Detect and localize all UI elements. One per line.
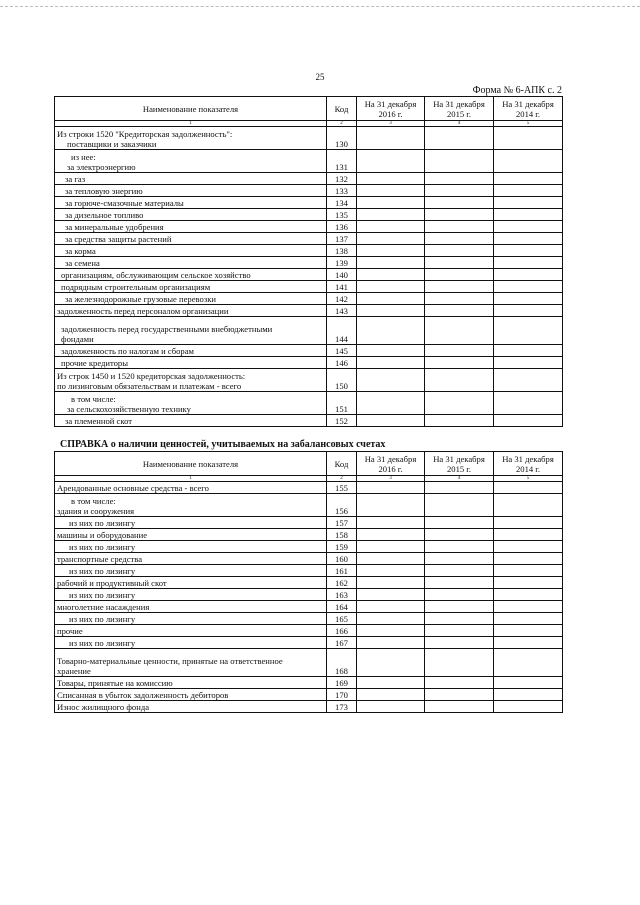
cell-2014 xyxy=(494,529,563,541)
table-row xyxy=(55,257,563,269)
row-label: за минеральные удобрения xyxy=(55,221,327,233)
row-label: из них по лизингу xyxy=(55,589,327,601)
row-code: 152 xyxy=(327,415,357,427)
row-label-line2: поставщики и заказчики xyxy=(67,139,157,149)
cell-2014 xyxy=(494,494,563,517)
cell-2016 xyxy=(357,257,425,269)
cell-2015 xyxy=(425,281,494,293)
table-row xyxy=(55,185,563,197)
row-code: 167 xyxy=(327,637,357,649)
scan-top-edge xyxy=(0,6,640,7)
table-row xyxy=(55,649,563,677)
row-label: организациям, обслуживающим сельское хозяйство xyxy=(55,269,327,281)
table-row xyxy=(55,305,563,317)
column-header-2016: На 31 декабря 2016 г. xyxy=(357,97,425,121)
table-row xyxy=(55,689,563,701)
cell-2014 xyxy=(494,613,563,625)
row-code: 157 xyxy=(327,517,357,529)
row-label: прочие xyxy=(55,625,327,637)
column-number: 1 xyxy=(55,121,327,127)
cell-2015 xyxy=(425,494,494,517)
row-code: 141 xyxy=(327,281,357,293)
cell-2015 xyxy=(425,613,494,625)
row-label: из них по лизингу xyxy=(55,517,327,529)
row-label: из них по лизингу xyxy=(55,565,327,577)
row-label: за железнодорожные грузовые перевозки xyxy=(55,293,327,305)
row-label: Товары, принятые на комиссию xyxy=(55,677,327,689)
row-label: рабочий и продуктивный скот xyxy=(55,577,327,589)
row-code: 162 xyxy=(327,577,357,589)
cell-2016 xyxy=(357,197,425,209)
row-label: транспортные средства xyxy=(55,553,327,565)
row-code: 130 xyxy=(327,127,357,150)
cell-2014 xyxy=(494,553,563,565)
table-header-row xyxy=(55,452,563,476)
row-label-line1: задолженность перед государственными внебюджетными xyxy=(61,324,273,334)
row-code: 170 xyxy=(327,689,357,701)
cell-2015 xyxy=(425,127,494,150)
cell-2014 xyxy=(494,221,563,233)
column-number: 5 xyxy=(494,476,563,482)
table-row xyxy=(55,565,563,577)
row-code: 159 xyxy=(327,541,357,553)
row-label: за семена xyxy=(55,257,327,269)
column-number: 2 xyxy=(327,476,357,482)
cell-2016 xyxy=(357,185,425,197)
row-label: Износ жилищного фонда xyxy=(55,701,327,713)
cell-2015 xyxy=(425,415,494,427)
table-row xyxy=(55,553,563,565)
row-code: 142 xyxy=(327,293,357,305)
column-number: 1 xyxy=(55,476,327,482)
row-label-line1: Из строки 1520 "Кредиторская задолженность": xyxy=(57,129,233,139)
cell-2015 xyxy=(425,689,494,701)
cell-2016 xyxy=(357,613,425,625)
column-header-2015: На 31 декабря 2015 г. xyxy=(425,452,494,476)
cell-2015 xyxy=(425,221,494,233)
cell-2015 xyxy=(425,625,494,637)
cell-2015 xyxy=(425,541,494,553)
column-header-code: Код xyxy=(327,97,357,121)
table-row xyxy=(55,637,563,649)
table-row xyxy=(55,150,563,173)
cell-2015 xyxy=(425,553,494,565)
cell-2015 xyxy=(425,257,494,269)
cell-2014 xyxy=(494,649,563,677)
cell-2016 xyxy=(357,517,425,529)
cell-2016 xyxy=(357,357,425,369)
table-row xyxy=(55,173,563,185)
table-row xyxy=(55,494,563,517)
section-title: СПРАВКА о наличии ценностей, учитываемых на забалансовых счетах xyxy=(60,439,386,450)
row-label xyxy=(55,392,327,415)
table-row xyxy=(55,127,563,150)
cell-2015 xyxy=(425,150,494,173)
cell-2016 xyxy=(357,173,425,185)
cell-2016 xyxy=(357,209,425,221)
row-label-line1: в том числе: xyxy=(71,496,116,506)
cell-2015 xyxy=(425,517,494,529)
cell-2016 xyxy=(357,553,425,565)
row-code: 144 xyxy=(327,317,357,345)
cell-2015 xyxy=(425,209,494,221)
cell-2016 xyxy=(357,221,425,233)
cell-2014 xyxy=(494,637,563,649)
cell-2016 xyxy=(357,577,425,589)
cell-2016 xyxy=(357,494,425,517)
row-label: за тепловую энергию xyxy=(55,185,327,197)
table-row xyxy=(55,601,563,613)
row-label xyxy=(55,317,327,345)
row-label-line1: из нее: xyxy=(71,152,96,162)
row-label: из них по лизингу xyxy=(55,637,327,649)
cell-2014 xyxy=(494,601,563,613)
cell-2014 xyxy=(494,173,563,185)
cell-2016 xyxy=(357,281,425,293)
table-row xyxy=(55,613,563,625)
cell-2014 xyxy=(494,269,563,281)
row-code: 155 xyxy=(327,482,357,494)
row-label: многолетние насаждения xyxy=(55,601,327,613)
row-code: 169 xyxy=(327,677,357,689)
cell-2014 xyxy=(494,369,563,392)
column-number: 3 xyxy=(357,121,425,127)
table-row xyxy=(55,269,563,281)
table-row xyxy=(55,221,563,233)
row-code: 151 xyxy=(327,392,357,415)
row-label: Списанная в убыток задолженность дебиторов xyxy=(55,689,327,701)
cell-2016 xyxy=(357,541,425,553)
cell-2016 xyxy=(357,649,425,677)
cell-2015 xyxy=(425,529,494,541)
row-code: 156 xyxy=(327,494,357,517)
row-label: за корма xyxy=(55,245,327,257)
row-code: 134 xyxy=(327,197,357,209)
cell-2015 xyxy=(425,245,494,257)
table-row xyxy=(55,209,563,221)
cell-2014 xyxy=(494,541,563,553)
column-number: 4 xyxy=(425,121,494,127)
cell-2014 xyxy=(494,150,563,173)
table-row xyxy=(55,197,563,209)
cell-2015 xyxy=(425,369,494,392)
column-number: 5 xyxy=(494,121,563,127)
table-row xyxy=(55,677,563,689)
cell-2016 xyxy=(357,625,425,637)
row-code: 136 xyxy=(327,221,357,233)
row-label: задолженность по налогам и сборам xyxy=(55,345,327,357)
row-code: 139 xyxy=(327,257,357,269)
cell-2016 xyxy=(357,392,425,415)
row-code: 158 xyxy=(327,529,357,541)
row-label: за газ xyxy=(55,173,327,185)
cell-2015 xyxy=(425,197,494,209)
row-label xyxy=(55,649,327,677)
row-label-line1: в том числе: xyxy=(71,394,116,404)
cell-2015 xyxy=(425,677,494,689)
row-label-line1: Товарно-материальные ценности, принятые на ответственное xyxy=(57,656,283,666)
cell-2015 xyxy=(425,565,494,577)
cell-2014 xyxy=(494,345,563,357)
cell-2015 xyxy=(425,293,494,305)
cell-2016 xyxy=(357,565,425,577)
cell-2015 xyxy=(425,577,494,589)
cell-2015 xyxy=(425,233,494,245)
row-code: 137 xyxy=(327,233,357,245)
cell-2014 xyxy=(494,209,563,221)
row-label-line2: фондами xyxy=(61,334,94,344)
cell-2016 xyxy=(357,269,425,281)
cell-2016 xyxy=(357,233,425,245)
cell-2014 xyxy=(494,565,563,577)
cell-2014 xyxy=(494,482,563,494)
cell-2015 xyxy=(425,601,494,613)
cell-2016 xyxy=(357,293,425,305)
cell-2014 xyxy=(494,589,563,601)
cell-2015 xyxy=(425,269,494,281)
cell-2014 xyxy=(494,197,563,209)
cell-2014 xyxy=(494,281,563,293)
column-header-2016: На 31 декабря 2016 г. xyxy=(357,452,425,476)
table-row xyxy=(55,517,563,529)
table-row xyxy=(55,541,563,553)
row-code: 131 xyxy=(327,150,357,173)
column-number: 2 xyxy=(327,121,357,127)
column-number: 3 xyxy=(357,476,425,482)
page-number: 25 xyxy=(315,72,325,82)
row-label-line2: за электроэнергию xyxy=(67,162,136,172)
row-label: из них по лизингу xyxy=(55,541,327,553)
cell-2014 xyxy=(494,392,563,415)
cell-2016 xyxy=(357,529,425,541)
row-code: 173 xyxy=(327,701,357,713)
row-label-line2: хранение xyxy=(57,666,91,676)
form-label: Форма № 6-АПК с. 2 xyxy=(472,85,562,96)
cell-2016 xyxy=(357,415,425,427)
row-code: 133 xyxy=(327,185,357,197)
off-balance-table xyxy=(54,451,563,713)
cell-2016 xyxy=(357,305,425,317)
cell-2015 xyxy=(425,357,494,369)
table-row xyxy=(55,482,563,494)
row-code: 140 xyxy=(327,269,357,281)
cell-2014 xyxy=(494,577,563,589)
cell-2014 xyxy=(494,233,563,245)
cell-2014 xyxy=(494,317,563,345)
cell-2014 xyxy=(494,293,563,305)
table-row xyxy=(55,293,563,305)
cell-2015 xyxy=(425,589,494,601)
row-code: 145 xyxy=(327,345,357,357)
cell-2014 xyxy=(494,127,563,150)
cell-2014 xyxy=(494,701,563,713)
row-code: 160 xyxy=(327,553,357,565)
table-row xyxy=(55,701,563,713)
column-header-2015: На 31 декабря 2015 г. xyxy=(425,97,494,121)
accounts-payable-table xyxy=(54,96,563,427)
cell-2015 xyxy=(425,637,494,649)
row-code: 164 xyxy=(327,601,357,613)
column-header-2014: На 31 декабря 2014 г. xyxy=(494,452,563,476)
cell-2014 xyxy=(494,305,563,317)
row-code: 146 xyxy=(327,357,357,369)
row-label-line2: по лизинговым обязательствам и платежам - всего xyxy=(57,381,242,391)
cell-2015 xyxy=(425,305,494,317)
cell-2016 xyxy=(357,677,425,689)
cell-2014 xyxy=(494,517,563,529)
row-label-line2: за сельскохозяйственную технику xyxy=(67,404,191,414)
row-label: за средства защиты растений xyxy=(55,233,327,245)
row-label: за дизельное топливо xyxy=(55,209,327,221)
cell-2014 xyxy=(494,357,563,369)
row-label: за племенной скот xyxy=(55,415,327,427)
cell-2016 xyxy=(357,369,425,392)
row-label: машины и оборудование xyxy=(55,529,327,541)
row-code: 168 xyxy=(327,649,357,677)
cell-2014 xyxy=(494,257,563,269)
cell-2014 xyxy=(494,245,563,257)
row-label xyxy=(55,150,327,173)
table-row xyxy=(55,625,563,637)
cell-2015 xyxy=(425,317,494,345)
row-code: 161 xyxy=(327,565,357,577)
cell-2016 xyxy=(357,589,425,601)
cell-2016 xyxy=(357,345,425,357)
row-label xyxy=(55,494,327,517)
table-row xyxy=(55,245,563,257)
cell-2015 xyxy=(425,701,494,713)
cell-2016 xyxy=(357,150,425,173)
row-label: из них по лизингу xyxy=(55,613,327,625)
row-label: Арендованные основные средства - всего xyxy=(55,482,327,494)
cell-2015 xyxy=(425,173,494,185)
cell-2016 xyxy=(357,701,425,713)
cell-2016 xyxy=(357,637,425,649)
row-code: 165 xyxy=(327,613,357,625)
row-label-line1: Из строк 1450 и 1520 кредиторская задолженность: xyxy=(57,371,246,381)
cell-2015 xyxy=(425,392,494,415)
column-number: 4 xyxy=(425,476,494,482)
table-row xyxy=(55,529,563,541)
column-header-code: Код xyxy=(327,452,357,476)
row-code: 163 xyxy=(327,589,357,601)
row-label: подрядным строительным организациям xyxy=(55,281,327,293)
cell-2015 xyxy=(425,345,494,357)
cell-2016 xyxy=(357,127,425,150)
table-row xyxy=(55,589,563,601)
table-row xyxy=(55,357,563,369)
cell-2016 xyxy=(357,689,425,701)
cell-2015 xyxy=(425,649,494,677)
table-header-row xyxy=(55,97,563,121)
cell-2015 xyxy=(425,185,494,197)
cell-2014 xyxy=(494,625,563,637)
row-label xyxy=(55,127,327,150)
row-label xyxy=(55,369,327,392)
row-code: 143 xyxy=(327,305,357,317)
row-label: задолженность перед персоналом организации xyxy=(55,305,327,317)
cell-2014 xyxy=(494,415,563,427)
row-label-line2: здания и сооружения xyxy=(57,506,135,516)
row-code: 132 xyxy=(327,173,357,185)
column-header-name: Наименование показателя xyxy=(55,97,327,121)
row-code: 138 xyxy=(327,245,357,257)
table-row xyxy=(55,233,563,245)
cell-2015 xyxy=(425,482,494,494)
cell-2016 xyxy=(357,482,425,494)
cell-2014 xyxy=(494,677,563,689)
row-code: 135 xyxy=(327,209,357,221)
row-label: за горюче-смазочные материалы xyxy=(55,197,327,209)
table-row xyxy=(55,345,563,357)
cell-2014 xyxy=(494,185,563,197)
table-row xyxy=(55,392,563,415)
cell-2016 xyxy=(357,245,425,257)
column-header-name: Наименование показателя xyxy=(55,452,327,476)
cell-2016 xyxy=(357,317,425,345)
table-row xyxy=(55,415,563,427)
table-row xyxy=(55,577,563,589)
cell-2014 xyxy=(494,689,563,701)
row-code: 150 xyxy=(327,369,357,392)
row-code: 166 xyxy=(327,625,357,637)
cell-2016 xyxy=(357,601,425,613)
table-row xyxy=(55,281,563,293)
column-header-2014: На 31 декабря 2014 г. xyxy=(494,97,563,121)
table-row xyxy=(55,369,563,392)
row-label: прочие кредиторы xyxy=(55,357,327,369)
table-row xyxy=(55,317,563,345)
